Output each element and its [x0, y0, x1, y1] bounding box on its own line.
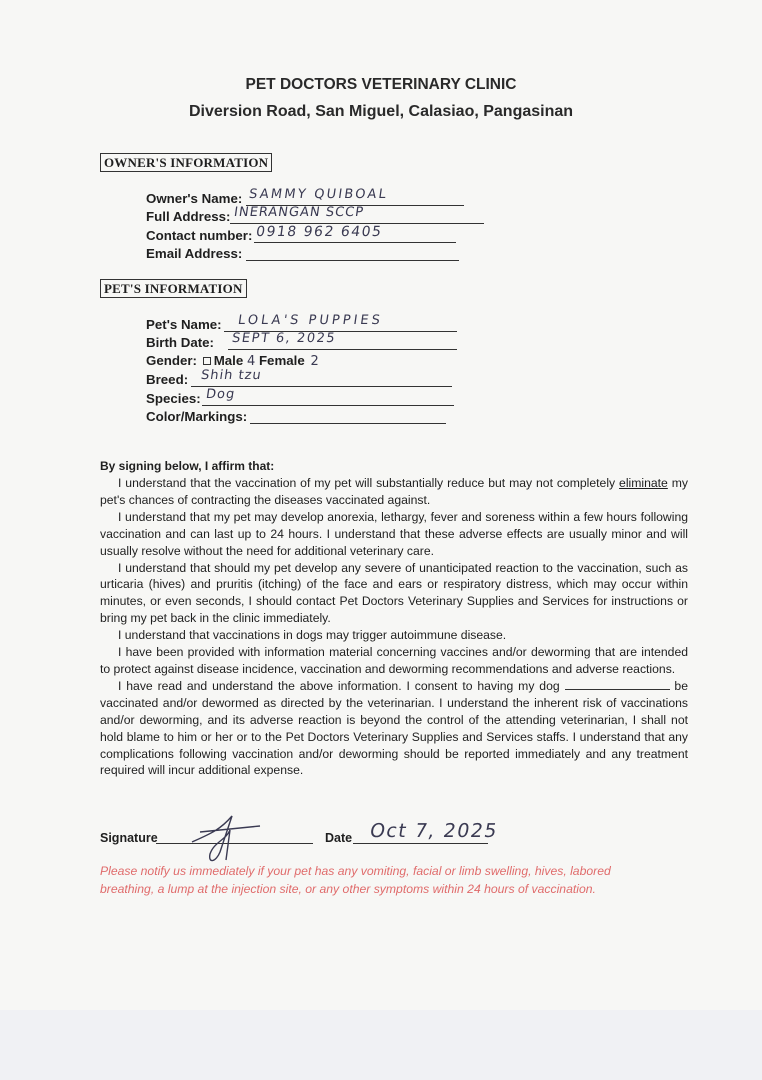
pet-section-title: PET'S INFORMATION — [100, 279, 247, 298]
pet-name-label: Pet's Name: — [146, 317, 222, 332]
symptom-notice: Please notify us immediately if your pet has any vomiting, facial or limb swelling, hives, labored breathing, a lump at the injection site, or any other symptoms within 24 hours of vaccination. — [100, 864, 611, 896]
affirm-paragraph-5: I have been provided with information material concerning vaccines and/or deworming that are intended to protect against disease incidence, vaccination and deworming recommendations and adverse reactions. — [100, 645, 688, 676]
male-checkbox[interactable] — [203, 357, 211, 365]
signature-scribble — [180, 812, 270, 867]
breed-label: Breed: — [146, 372, 189, 387]
color-line — [250, 423, 446, 424]
signature-label: Signature — [100, 831, 158, 845]
male-label: Male — [213, 353, 244, 368]
owner-section-title: OWNER'S INFORMATION — [100, 153, 272, 172]
clinic-address: Diversion Road, San Miguel, Calasiao, Pangasinan — [188, 103, 574, 120]
owner-contact-label: Contact number: — [146, 228, 253, 243]
owner-name-label: Owner's Name: — [146, 191, 243, 206]
affirm-paragraph-1: I understand that the vaccination of my pet will substantially reduce but may not completely eliminate my pet's chances of contracting the diseases vaccinated against. — [100, 476, 688, 507]
date-line[interactable] — [353, 843, 488, 844]
owner-contact-line — [254, 242, 456, 243]
breed-value: Shih tzu — [199, 368, 263, 383]
birth-date-value: SEPT 6, 2025 — [230, 331, 338, 346]
female-count: 2 — [310, 354, 319, 369]
owner-contact-value: 0918 962 6405 — [254, 224, 384, 240]
scan-margin — [0, 1010, 762, 1080]
color-label: Color/Markings: — [146, 409, 248, 424]
male-count: 4 — [246, 354, 256, 369]
birth-date-line — [228, 349, 457, 350]
female-label: Female — [258, 353, 305, 368]
owner-address-label: Full Address: — [146, 209, 231, 224]
affirm-paragraph-6: I have read and understand the above information. I consent to having my dog be vaccinated and/or dewormed as directed by the veterinarian. I understand the inherent risk of vaccinations and/or deworming, and its adverse reaction is beyond the control of the attending veterinarian, I shall not hold blame to him or her or to the Pet Doctors Veterinary Supplies and Services staffs. I understand that any complications following vaccination and/or deworming should be reported immediately and any treatment required will incur additional expense. — [100, 678, 688, 778]
pet-name-value: LOLA'S PUPPIES — [236, 313, 384, 328]
owner-name-value: SAMMY QUIBOAL — [247, 187, 389, 202]
date-label: Date — [325, 831, 353, 845]
date-value: Oct 7, 2025 — [368, 820, 500, 842]
owner-address-value: INERANGAN SCCP — [232, 205, 366, 220]
affirm-paragraph-4: I understand that vaccinations in dogs may trigger autoimmune disease. — [118, 628, 507, 643]
affirm-paragraph-3: I understand that should my pet develop any severe of unanticipated reaction to the vaccination, such as urticaria (hives) and pruritis (itching) of the face and ears or respiratory distress, which may occur within minutes, or even seconds, I should contact Pet Doctors Veterinary Supplies and Services for instructions or bring my pet back in the clinic immediately. — [100, 560, 688, 626]
owner-email-line — [246, 260, 459, 261]
clinic-title: PET DOCTORS VETERINARY CLINIC — [245, 76, 517, 93]
affirm-title: By signing below, I affirm that: — [100, 459, 275, 473]
birth-date-label: Birth Date: — [146, 335, 214, 350]
species-value: Dog — [204, 387, 237, 402]
gender-label: Gender: — [146, 353, 197, 368]
species-line — [202, 405, 454, 406]
owner-email-label: Email Address: — [146, 246, 243, 261]
dog-name-blank[interactable] — [565, 678, 670, 690]
eliminate-underlined: eliminate — [619, 476, 668, 490]
affirm-paragraph-2: I understand that my pet may develop anorexia, lethargy, fever and soreness within a few hours following vaccination and can last up to 24 hours. I understand that these adverse effects are usually minor and will usually resolve without the need for additional veterinary care. — [100, 509, 688, 558]
species-label: Species: — [146, 391, 201, 406]
affirm-body — [100, 475, 688, 779]
